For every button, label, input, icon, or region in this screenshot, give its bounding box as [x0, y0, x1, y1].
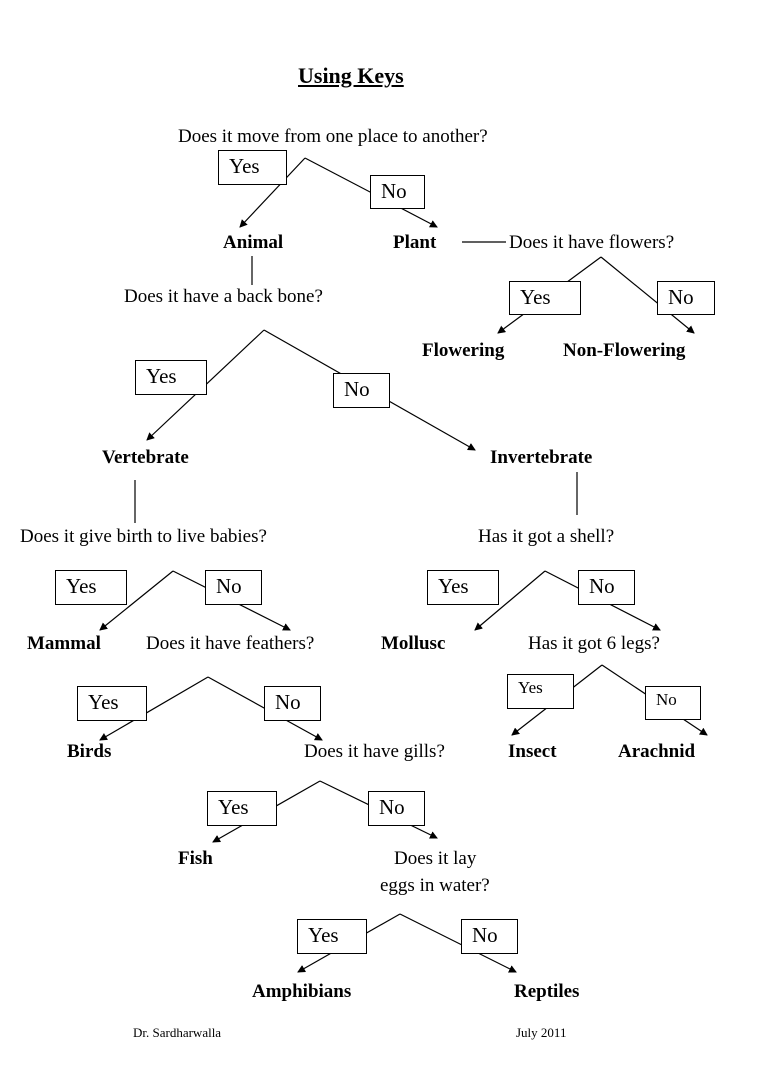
page-title: Using Keys: [298, 63, 404, 88]
question-live-babies: Does it give birth to live babies?: [20, 526, 267, 547]
answer-no-flowers: No: [657, 281, 715, 315]
category-insect: Insect: [508, 741, 557, 762]
question-eggs-line2: eggs in water?: [380, 875, 490, 896]
answer-yes-feathers: Yes: [77, 686, 147, 721]
answer-yes-backbone: Yes: [135, 360, 207, 395]
footer-author: Dr. Sardharwalla: [133, 1025, 222, 1040]
answer-no-live-babies: No: [205, 570, 262, 605]
question-shell: Has it got a shell?: [478, 526, 615, 547]
category-mollusc: Mollusc: [381, 633, 446, 654]
category-animal: Animal: [223, 232, 284, 253]
category-invertebrate: Invertebrate: [490, 447, 593, 468]
question-six-legs: Has it got 6 legs?: [528, 633, 660, 654]
category-plant: Plant: [393, 232, 437, 253]
question-eggs-line1: Does it lay: [394, 848, 477, 869]
answer-no-gills: No: [368, 791, 425, 826]
answer-yes-eggs: Yes: [297, 919, 367, 954]
category-reptiles: Reptiles: [514, 981, 580, 1002]
answer-yes-shell: Yes: [427, 570, 499, 605]
category-arachnid: Arachnid: [618, 741, 696, 762]
answer-yes-gills: Yes: [207, 791, 277, 826]
category-flowering: Flowering: [422, 340, 505, 361]
answer-no-move: No: [370, 175, 425, 209]
answer-yes-six-legs: Yes: [507, 674, 574, 709]
category-vertebrate: Vertebrate: [102, 447, 189, 468]
answer-no-six-legs: No: [645, 686, 701, 720]
footer-date: July 2011: [516, 1025, 567, 1040]
question-flowers: Does it have flowers?: [509, 232, 675, 253]
category-fish: Fish: [178, 848, 213, 869]
question-move: Does it move from one place to another?: [178, 126, 488, 147]
category-birds: Birds: [67, 741, 112, 762]
answer-no-backbone: No: [333, 373, 390, 408]
answer-yes-move: Yes: [218, 150, 287, 185]
answer-no-eggs: No: [461, 919, 518, 954]
answer-no-shell: No: [578, 570, 635, 605]
category-non-flowering: Non-Flowering: [563, 340, 686, 361]
question-gills: Does it have gills?: [304, 741, 445, 762]
category-amphibians: Amphibians: [252, 981, 352, 1002]
answer-no-feathers: No: [264, 686, 321, 721]
category-mammal: Mammal: [27, 633, 101, 654]
question-backbone: Does it have a back bone?: [124, 286, 323, 307]
answer-yes-live-babies: Yes: [55, 570, 127, 605]
question-feathers: Does it have feathers?: [146, 633, 315, 654]
answer-yes-flowers: Yes: [509, 281, 581, 315]
